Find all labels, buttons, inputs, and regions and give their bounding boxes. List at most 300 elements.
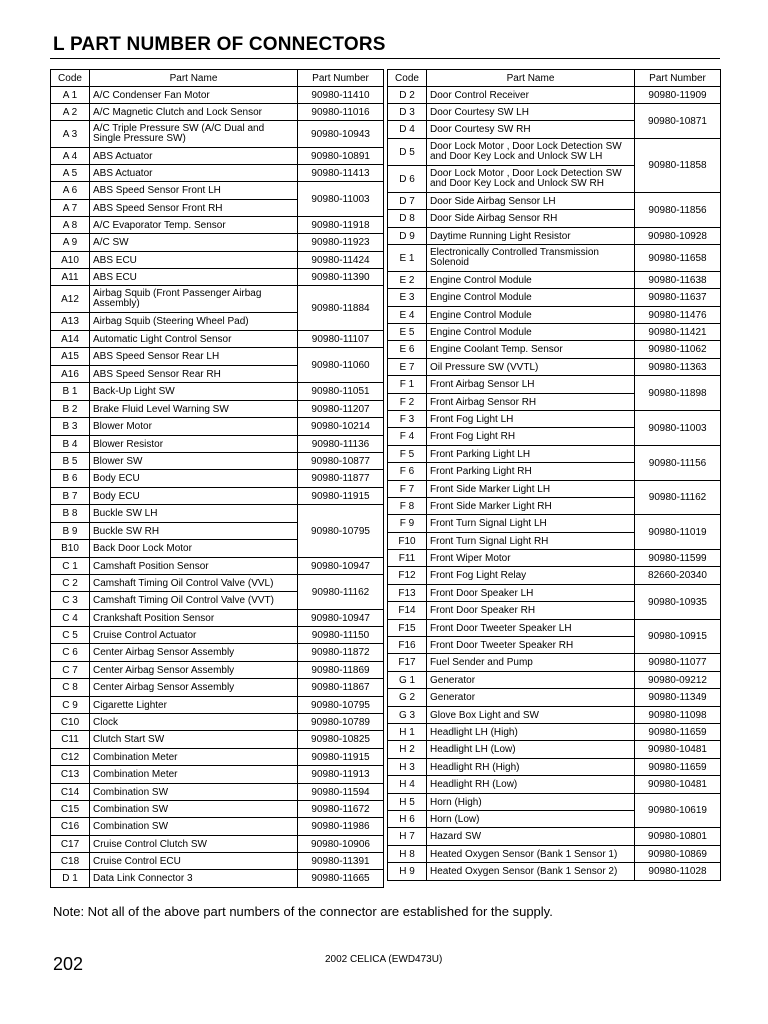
part-number-cell: 90980-11872: [298, 644, 384, 662]
part-number-cell: 82660-20340: [635, 567, 721, 585]
table-row: [388, 863, 721, 881]
table-row: [51, 234, 384, 252]
code-cell: C12: [51, 749, 90, 766]
part-name-cell: A/C Evaporator Temp. Sensor: [90, 217, 298, 234]
table-row: [51, 165, 384, 182]
note-text: Note: Not all of the above part numbers of the connector are established for the supply.: [53, 904, 553, 919]
part-number-cell: 90980-10871: [635, 104, 721, 139]
table-row: [388, 272, 721, 289]
part-name-cell: Combination Meter: [90, 766, 298, 784]
part-name-cell: Front Wiper Motor: [427, 550, 635, 567]
table-row: [51, 853, 384, 870]
part-number-cell: 90980-11098: [635, 707, 721, 724]
part-number-cell: 90980-11107: [298, 331, 384, 348]
table-row: [51, 784, 384, 801]
header-part-number: Part Number: [635, 70, 721, 87]
table-row: [51, 269, 384, 286]
code-cell: H 5: [388, 794, 427, 811]
code-cell: D 8: [388, 210, 427, 228]
part-number-cell: 90980-11150: [298, 627, 384, 644]
code-cell: A11: [51, 269, 90, 286]
part-number-cell: 90980-11599: [635, 550, 721, 567]
part-number-cell: 90980-10877: [298, 453, 384, 470]
part-name-cell: ABS Actuator: [90, 148, 298, 165]
table-row: [51, 575, 384, 592]
code-cell: C14: [51, 784, 90, 801]
table-row: [388, 794, 721, 811]
code-cell: C 9: [51, 697, 90, 714]
part-name-cell: Door Control Receiver: [427, 87, 635, 104]
part-name-cell: Cruise Control ECU: [90, 853, 298, 870]
part-number-cell: 90980-11156: [635, 446, 721, 481]
table-row: [388, 376, 721, 394]
table-row: [51, 662, 384, 679]
table-row: [51, 401, 384, 418]
part-name-cell: Camshaft Position Sensor: [90, 558, 298, 575]
part-number-cell: 90980-11877: [298, 470, 384, 488]
table-row: [51, 505, 384, 523]
code-cell: B 8: [51, 505, 90, 523]
table-row: [388, 550, 721, 567]
part-number-cell: 90980-10619: [635, 794, 721, 828]
code-cell: B 9: [51, 523, 90, 540]
table-row: [51, 104, 384, 121]
code-cell: D 6: [388, 166, 427, 193]
code-cell: F 4: [388, 428, 427, 446]
table-row: [51, 627, 384, 644]
title-rule: [50, 58, 720, 59]
part-number-cell: 90980-11391: [298, 853, 384, 870]
code-cell: E 6: [388, 341, 427, 359]
part-name-cell: Blower Motor: [90, 418, 298, 436]
table-row: [51, 418, 384, 436]
connector-table-right: [387, 69, 721, 881]
part-name-cell: ABS Actuator: [90, 165, 298, 182]
part-number-cell: 90980-10801: [635, 828, 721, 846]
part-name-cell: Headlight RH (Low): [427, 776, 635, 794]
code-cell: H 4: [388, 776, 427, 794]
part-name-cell: Clock: [90, 714, 298, 731]
part-name-cell: Generator: [427, 672, 635, 689]
part-number-cell: 90980-11637: [635, 289, 721, 307]
footer-text: 2002 CELICA (EWD473U): [325, 954, 443, 965]
table-row: [51, 558, 384, 575]
part-number-cell: 90980-11856: [635, 193, 721, 228]
table-row: [388, 567, 721, 585]
code-cell: F 6: [388, 463, 427, 481]
part-number-cell: 90980-11062: [635, 341, 721, 359]
part-name-cell: Automatic Light Control Sensor: [90, 331, 298, 348]
part-name-cell: Front Door Tweeter Speaker RH: [427, 637, 635, 654]
part-name-cell: Hazard SW: [427, 828, 635, 846]
part-number-cell: 90980-11060: [298, 348, 384, 383]
table-row: [51, 610, 384, 627]
table-row: [51, 766, 384, 784]
table-row: [388, 307, 721, 324]
part-number-cell: 90980-11915: [298, 488, 384, 505]
table-row: [388, 689, 721, 707]
part-number-cell: 90980-11016: [298, 104, 384, 121]
table-row: [51, 148, 384, 165]
part-number-cell: 90980-11390: [298, 269, 384, 286]
part-number-cell: 90980-10481: [635, 776, 721, 794]
part-number-cell: 90980-11869: [298, 662, 384, 679]
part-name-cell: Center Airbag Sensor Assembly: [90, 662, 298, 679]
code-cell: C 4: [51, 610, 90, 627]
part-number-cell: 90980-11424: [298, 252, 384, 269]
table-row: [51, 679, 384, 697]
part-number-cell: 90980-10947: [298, 610, 384, 627]
code-cell: A 3: [51, 121, 90, 148]
part-name-cell: Blower Resistor: [90, 436, 298, 453]
part-name-cell: ABS Speed Sensor Rear RH: [90, 366, 298, 383]
table-header-row: [51, 70, 384, 87]
table-header-row: [388, 70, 721, 87]
part-number-cell: 90980-10795: [298, 505, 384, 558]
code-cell: B 1: [51, 383, 90, 401]
part-name-cell: A/C Condenser Fan Motor: [90, 87, 298, 104]
part-number-cell: 90980-11003: [635, 411, 721, 446]
table-row: [388, 245, 721, 272]
part-number-cell: 90980-10928: [635, 228, 721, 245]
page-number: 202: [53, 954, 84, 974]
table-row: [388, 846, 721, 863]
code-cell: A12: [51, 286, 90, 313]
part-number-cell: 90980-11019: [635, 515, 721, 550]
code-cell: C10: [51, 714, 90, 731]
part-number-cell: 90980-11363: [635, 359, 721, 376]
header-code: Code: [388, 70, 427, 87]
code-cell: B 4: [51, 436, 90, 453]
code-cell: C 7: [51, 662, 90, 679]
code-cell: C 2: [51, 575, 90, 592]
part-name-cell: A/C Magnetic Clutch and Lock Sensor: [90, 104, 298, 121]
page-title: L PART NUMBER OF CONNECTORS: [53, 34, 386, 55]
code-cell: H 8: [388, 846, 427, 863]
part-name-cell: Front Parking Light RH: [427, 463, 635, 481]
part-number-cell: 90980-11162: [298, 575, 384, 610]
code-cell: B 3: [51, 418, 90, 436]
code-cell: D 1: [51, 870, 90, 888]
part-name-cell: Center Airbag Sensor Assembly: [90, 679, 298, 697]
part-name-cell: Cruise Control Clutch SW: [90, 836, 298, 853]
code-cell: D 2: [388, 87, 427, 104]
code-cell: F10: [388, 533, 427, 550]
part-number-cell: 90980-11658: [635, 245, 721, 272]
code-cell: F17: [388, 654, 427, 672]
code-cell: C16: [51, 818, 90, 836]
code-cell: A 9: [51, 234, 90, 252]
code-cell: H 6: [388, 811, 427, 828]
part-name-cell: ABS Speed Sensor Rear LH: [90, 348, 298, 366]
table-row: [51, 182, 384, 200]
code-cell: A 7: [51, 200, 90, 217]
code-cell: E 7: [388, 359, 427, 376]
part-number-cell: 90980-11867: [298, 679, 384, 697]
part-name-cell: Cigarette Lighter: [90, 697, 298, 714]
code-cell: F16: [388, 637, 427, 654]
part-name-cell: Engine Control Module: [427, 307, 635, 324]
part-name-cell: Headlight RH (High): [427, 759, 635, 776]
table-row: [388, 759, 721, 776]
code-cell: A 4: [51, 148, 90, 165]
code-cell: B10: [51, 540, 90, 558]
code-cell: A13: [51, 313, 90, 331]
part-number-cell: 90980-10481: [635, 741, 721, 759]
table-row: [51, 731, 384, 749]
code-cell: B 5: [51, 453, 90, 470]
code-cell: C 8: [51, 679, 90, 697]
code-cell: A14: [51, 331, 90, 348]
part-name-cell: Glove Box Light and SW: [427, 707, 635, 724]
table-row: [388, 672, 721, 689]
part-number-cell: 90980-11077: [635, 654, 721, 672]
table-row: [388, 828, 721, 846]
table-row: [51, 697, 384, 714]
code-cell: B 7: [51, 488, 90, 505]
code-cell: E 3: [388, 289, 427, 307]
part-name-cell: ABS ECU: [90, 252, 298, 269]
table-row: [388, 515, 721, 533]
table-row: [388, 324, 721, 341]
part-number-cell: 90980-11913: [298, 766, 384, 784]
table-row: [51, 488, 384, 505]
table-row: [51, 331, 384, 348]
part-name-cell: Body ECU: [90, 488, 298, 505]
part-name-cell: Blower SW: [90, 453, 298, 470]
part-name-cell: Combination SW: [90, 818, 298, 836]
part-number-cell: 90980-11909: [635, 87, 721, 104]
code-cell: F13: [388, 585, 427, 602]
part-number-cell: 90980-11884: [298, 286, 384, 331]
header-part-number: Part Number: [298, 70, 384, 87]
part-name-cell: Fuel Sender and Pump: [427, 654, 635, 672]
table-row: [388, 87, 721, 104]
part-number-cell: 90980-11051: [298, 383, 384, 401]
connector-table-left: [50, 69, 384, 888]
code-cell: F 1: [388, 376, 427, 394]
table-row: [388, 289, 721, 307]
code-cell: H 9: [388, 863, 427, 881]
part-name-cell: Camshaft Timing Oil Control Valve (VVT): [90, 592, 298, 610]
table-row: [51, 87, 384, 104]
part-name-cell: Front Side Marker Light RH: [427, 498, 635, 515]
code-cell: E 1: [388, 245, 427, 272]
code-cell: C 6: [51, 644, 90, 662]
part-number-cell: 90980-10943: [298, 121, 384, 148]
part-number-cell: 90980-11898: [635, 376, 721, 411]
part-name-cell: Crankshaft Position Sensor: [90, 610, 298, 627]
code-cell: A10: [51, 252, 90, 269]
part-name-cell: Buckle SW RH: [90, 523, 298, 540]
code-cell: C17: [51, 836, 90, 853]
code-cell: C 5: [51, 627, 90, 644]
code-cell: C 3: [51, 592, 90, 610]
part-name-cell: Horn (Low): [427, 811, 635, 828]
code-cell: G 2: [388, 689, 427, 707]
table-row: [388, 776, 721, 794]
table-row: [388, 741, 721, 759]
header-part-name: Part Name: [90, 70, 298, 87]
part-name-cell: Front Turn Signal Light LH: [427, 515, 635, 533]
part-name-cell: Engine Control Module: [427, 324, 635, 341]
code-cell: F15: [388, 620, 427, 637]
part-name-cell: Front Airbag Sensor LH: [427, 376, 635, 394]
table-row: [388, 620, 721, 637]
part-name-cell: Daytime Running Light Resistor: [427, 228, 635, 245]
part-name-cell: Front Parking Light LH: [427, 446, 635, 463]
part-name-cell: Front Fog Light RH: [427, 428, 635, 446]
code-cell: B 6: [51, 470, 90, 488]
part-number-cell: 90980-11594: [298, 784, 384, 801]
table-row: [51, 348, 384, 366]
part-number-cell: 90980-10891: [298, 148, 384, 165]
code-cell: H 1: [388, 724, 427, 741]
table-row: [51, 714, 384, 731]
part-number-cell: 90980-11638: [635, 272, 721, 289]
part-number-cell: 90980-11986: [298, 818, 384, 836]
table-row: [51, 383, 384, 401]
part-name-cell: A/C SW: [90, 234, 298, 252]
part-number-cell: 90980-11918: [298, 217, 384, 234]
code-cell: A 8: [51, 217, 90, 234]
part-number-cell: 90980-11162: [635, 481, 721, 515]
part-number-cell: 90980-10915: [635, 620, 721, 654]
code-cell: F14: [388, 602, 427, 620]
part-name-cell: Engine Control Module: [427, 272, 635, 289]
part-name-cell: Front Side Marker Light LH: [427, 481, 635, 498]
part-number-cell: 90980-10789: [298, 714, 384, 731]
code-cell: H 7: [388, 828, 427, 846]
part-name-cell: Door Side Airbag Sensor LH: [427, 193, 635, 210]
table-row: [388, 104, 721, 121]
code-cell: D 7: [388, 193, 427, 210]
part-name-cell: A/C Triple Pressure SW (A/C Dual and Single Pressure SW): [90, 121, 298, 148]
code-cell: H 3: [388, 759, 427, 776]
code-cell: F12: [388, 567, 427, 585]
part-number-cell: 90980-11915: [298, 749, 384, 766]
table-row: [388, 481, 721, 498]
part-name-cell: Back-Up Light SW: [90, 383, 298, 401]
part-name-cell: Generator: [427, 689, 635, 707]
part-name-cell: Door Courtesy SW RH: [427, 121, 635, 139]
part-number-cell: 90980-10825: [298, 731, 384, 749]
code-cell: F 7: [388, 481, 427, 498]
part-name-cell: ABS Speed Sensor Front RH: [90, 200, 298, 217]
part-number-cell: 90980-11659: [635, 724, 721, 741]
part-name-cell: Front Door Speaker RH: [427, 602, 635, 620]
part-name-cell: ABS ECU: [90, 269, 298, 286]
header-code: Code: [51, 70, 90, 87]
part-name-cell: Door Courtesy SW LH: [427, 104, 635, 121]
table-row: [388, 411, 721, 428]
code-cell: E 4: [388, 307, 427, 324]
code-cell: D 5: [388, 139, 427, 166]
code-cell: A 5: [51, 165, 90, 182]
part-number-cell: 90980-11659: [635, 759, 721, 776]
part-number-cell: 90980-11003: [298, 182, 384, 217]
code-cell: F11: [388, 550, 427, 567]
part-name-cell: Headlight LH (High): [427, 724, 635, 741]
table-row: [388, 341, 721, 359]
part-name-cell: Clutch Start SW: [90, 731, 298, 749]
table-row: [51, 836, 384, 853]
code-cell: G 3: [388, 707, 427, 724]
part-number-cell: 90980-11410: [298, 87, 384, 104]
code-cell: D 3: [388, 104, 427, 121]
code-cell: F 2: [388, 394, 427, 411]
part-name-cell: ABS Speed Sensor Front LH: [90, 182, 298, 200]
part-name-cell: Engine Control Module: [427, 289, 635, 307]
table-row: [388, 654, 721, 672]
part-name-cell: Brake Fluid Level Warning SW: [90, 401, 298, 418]
part-name-cell: Combination SW: [90, 801, 298, 818]
part-name-cell: Front Airbag Sensor RH: [427, 394, 635, 411]
table-row: [51, 801, 384, 818]
code-cell: F 3: [388, 411, 427, 428]
table-row: [51, 436, 384, 453]
code-cell: F 5: [388, 446, 427, 463]
part-name-cell: Body ECU: [90, 470, 298, 488]
part-name-cell: Horn (High): [427, 794, 635, 811]
part-number-cell: 90980-11476: [635, 307, 721, 324]
part-number-cell: 90980-10795: [298, 697, 384, 714]
table-row: [51, 121, 384, 148]
part-name-cell: Airbag Squib (Front Passenger Airbag Assembly): [90, 286, 298, 313]
part-name-cell: Heated Oxygen Sensor (Bank 1 Sensor 2): [427, 863, 635, 881]
part-name-cell: Oil Pressure SW (VVTL): [427, 359, 635, 376]
part-name-cell: Heated Oxygen Sensor (Bank 1 Sensor 1): [427, 846, 635, 863]
code-cell: A15: [51, 348, 90, 366]
code-cell: A 6: [51, 182, 90, 200]
code-cell: H 2: [388, 741, 427, 759]
part-name-cell: Front Turn Signal Light RH: [427, 533, 635, 550]
part-name-cell: Cruise Control Actuator: [90, 627, 298, 644]
part-name-cell: Combination Meter: [90, 749, 298, 766]
table-row: [51, 286, 384, 313]
table-row: [51, 252, 384, 269]
table-row: [388, 724, 721, 741]
part-name-cell: Combination SW: [90, 784, 298, 801]
part-number-cell: 90980-11413: [298, 165, 384, 182]
part-name-cell: Door Lock Motor , Door Lock Detection SW and Door Key Lock and Unlock SW RH: [427, 166, 635, 193]
part-name-cell: Front Fog Light Relay: [427, 567, 635, 585]
part-name-cell: Front Door Tweeter Speaker LH: [427, 620, 635, 637]
table-row: [388, 139, 721, 166]
code-cell: C13: [51, 766, 90, 784]
part-number-cell: 90980-10869: [635, 846, 721, 863]
table-row: [388, 228, 721, 245]
code-cell: B 2: [51, 401, 90, 418]
part-name-cell: Back Door Lock Motor: [90, 540, 298, 558]
code-cell: D 4: [388, 121, 427, 139]
part-number-cell: 90980-10935: [635, 585, 721, 620]
table-row: [51, 217, 384, 234]
part-name-cell: Headlight LH (Low): [427, 741, 635, 759]
part-number-cell: 90980-11923: [298, 234, 384, 252]
table-row: [388, 193, 721, 210]
table-row: [51, 749, 384, 766]
table-row: [388, 446, 721, 463]
code-cell: A 1: [51, 87, 90, 104]
part-name-cell: Front Fog Light LH: [427, 411, 635, 428]
part-name-cell: Engine Coolant Temp. Sensor: [427, 341, 635, 359]
table-row: [51, 870, 384, 888]
code-cell: C15: [51, 801, 90, 818]
part-number-cell: 90980-09212: [635, 672, 721, 689]
table-row: [51, 818, 384, 836]
code-cell: A16: [51, 366, 90, 383]
